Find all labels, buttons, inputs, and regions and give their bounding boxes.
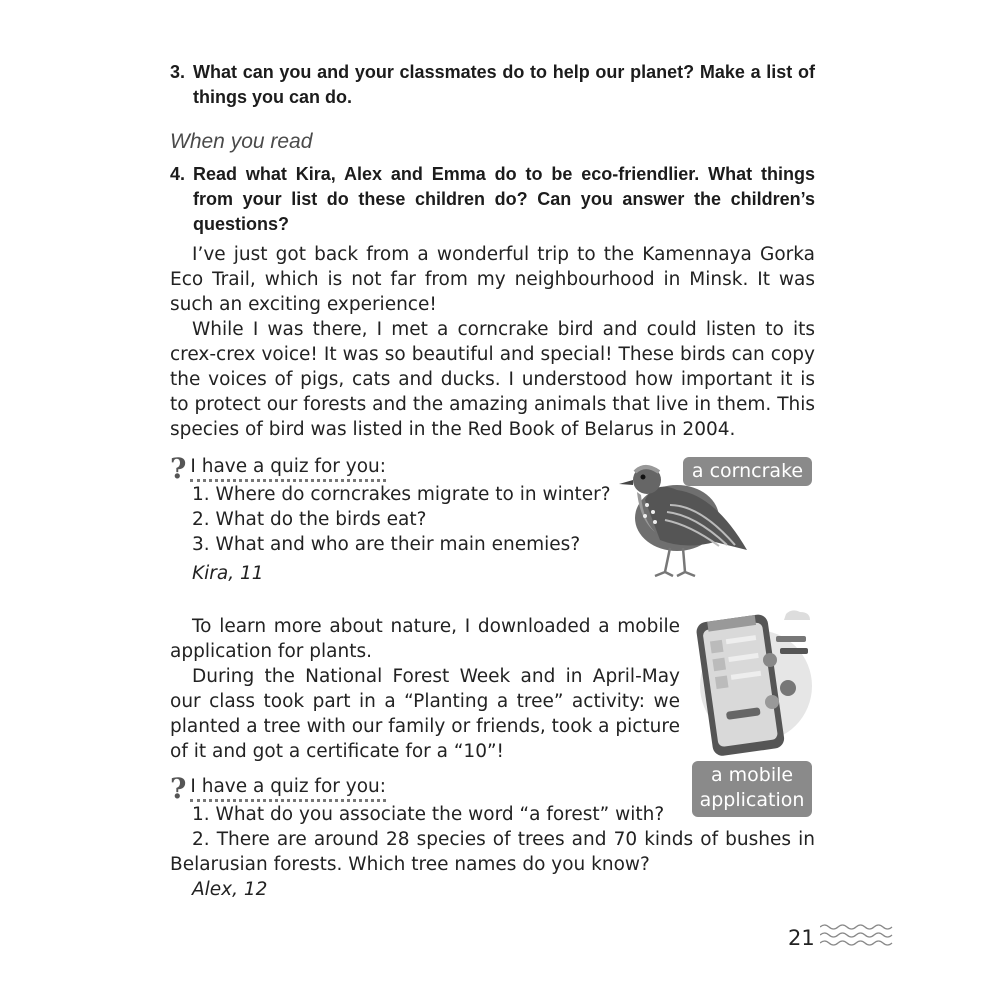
kira-quiz bbox=[170, 452, 611, 586]
question-mark-icon: ? bbox=[170, 772, 187, 805]
alex-paragraph-2: During the National Forest Week and in April-May our class took part in a “Planting a tree” activity: we planted a tree with our family or friends, took a picture of it and got a certificate for a “10”! bbox=[170, 666, 680, 762]
quiz-question: 1. What do you associate the word “a forest” with? bbox=[192, 804, 665, 825]
quiz-label: I have a quiz for you: bbox=[190, 775, 386, 802]
tag-line: a mobile bbox=[710, 764, 794, 786]
mobile-phone-illustration bbox=[688, 608, 818, 758]
quiz-question: 3. What and who are their main enemies? bbox=[192, 534, 581, 555]
quiz-label: I have a quiz for you: bbox=[190, 455, 386, 482]
task-4-number: 4. bbox=[170, 164, 186, 184]
tag-line: application bbox=[699, 789, 805, 811]
task-3-number: 3. bbox=[170, 62, 186, 82]
task-4 bbox=[170, 162, 815, 237]
quiz-question: 2. What do the birds eat? bbox=[192, 509, 427, 530]
quiz-question: 2. There are around 28 species of trees and 70 kinds of bushes in Belarusian forests. Which tree names do you know? bbox=[170, 829, 815, 875]
alex-paragraph-1: To learn more about nature, I downloaded a mobile application for plants. bbox=[170, 616, 680, 662]
question-mark-icon: ? bbox=[170, 452, 187, 485]
task-4-text: Read what Kira, Alex and Emma do to be eco-friendlier. What things from your list do these children do? Can you answer the children’s questions? bbox=[193, 164, 815, 234]
kira-paragraph-1: I’ve just got back from a wonderful trip to the Kamennaya Gorka Eco Trail, which is not far from my neighbourhood in Minsk. It was such an exciting experience! bbox=[170, 244, 815, 315]
task-3-text: What can you and your classmates do to help our planet? Make a list of things you can do. bbox=[193, 62, 815, 107]
signature: Alex, 12 bbox=[192, 879, 268, 900]
kira-text bbox=[170, 242, 815, 442]
task-3 bbox=[170, 60, 815, 110]
page-number: 21 bbox=[788, 926, 815, 950]
quiz-question: 1. Where do corncrakes migrate to in winter? bbox=[192, 484, 611, 505]
kira-paragraph-2: While I was there, I met a corncrake bird and could listen to its crex-crex voice! It was so beautiful and special! These birds can copy the voices of pigs, cats and ducks. I understood how important it is to protect our forests and the amazing animals that live in them. This species of bird was listed in the Red Book of Belarus in 2004. bbox=[170, 319, 815, 440]
waves-ornament bbox=[820, 922, 895, 952]
alex-text bbox=[170, 614, 680, 764]
alex-quiz bbox=[170, 772, 815, 902]
corncrake-tag: a corncrake bbox=[683, 457, 812, 486]
signature: Kira, 11 bbox=[192, 563, 264, 584]
section-title: When you read bbox=[170, 130, 313, 153]
